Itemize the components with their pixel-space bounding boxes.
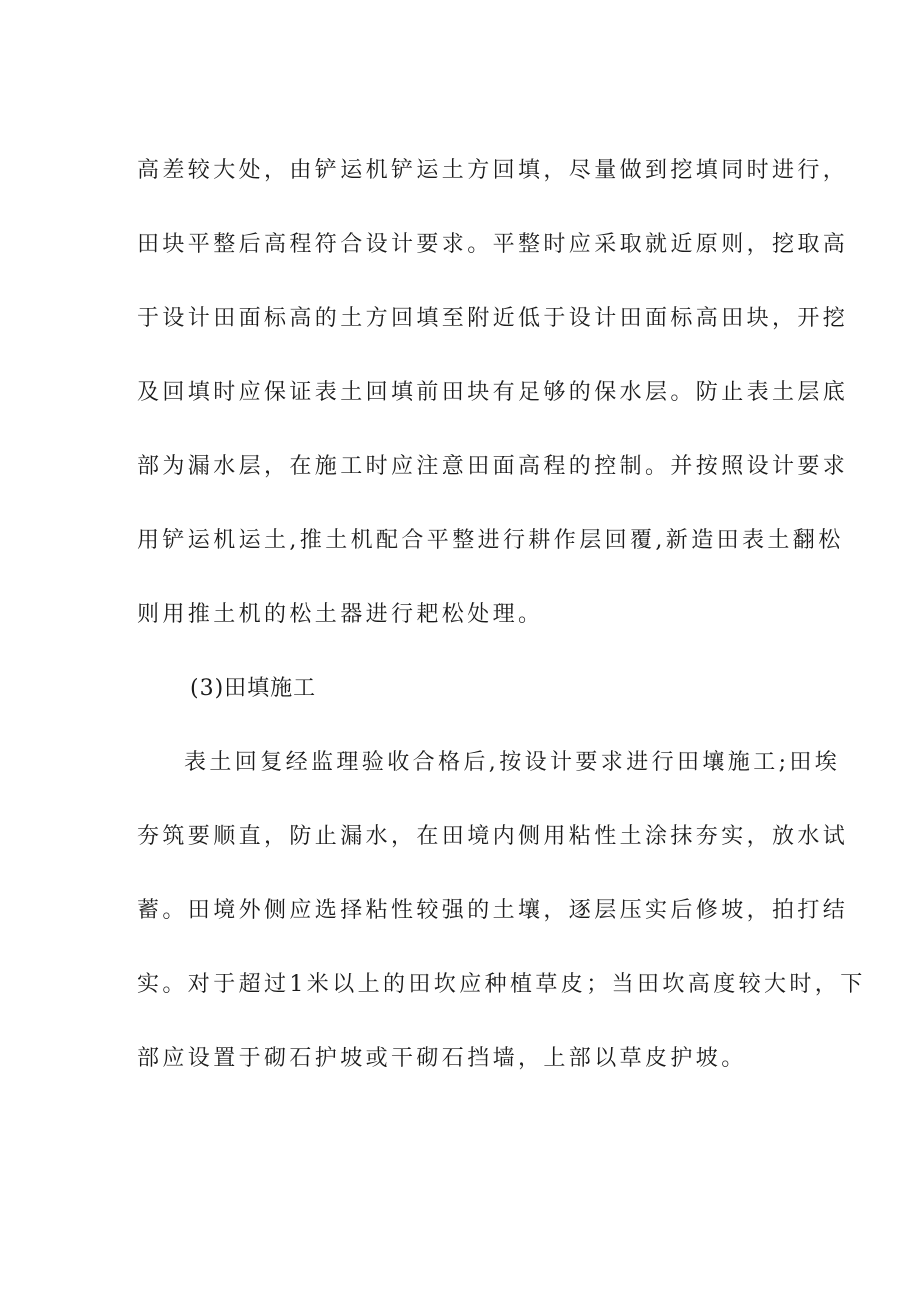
paragraph-1-line-2: 田块平整后高程符合设计要求。平整时应采取就近原则，挖取高 bbox=[137, 232, 849, 257]
paragraph-1-line-5: 部为漏水层，在施工时应注意田面高程的控制。并按照设计要求 bbox=[137, 454, 849, 479]
paragraph-1-line-3: 于设计田面标高的土方回填至附近低于设计田面标高田块，开挖 bbox=[137, 306, 849, 331]
paragraph-2-line-2: 夯筑要顺直，防止漏水，在田境内侧用粘性土涂抹夯实，放水试 bbox=[137, 824, 849, 849]
paragraph-1-line-7: 则用推土机的松土器进行耙松处理。 bbox=[137, 602, 544, 627]
paragraph-2-line-1: 表土回复经监理验收合格后,按设计要求进行田壤施工;田埃 bbox=[184, 750, 841, 775]
paragraph-2-line-5: 部应设置于砌石护坡或干砌石挡墙，上部以草皮护坡。 bbox=[137, 1046, 747, 1071]
section-heading: (3)田填施工 bbox=[190, 676, 317, 701]
paragraph-1-line-4: 及回填时应保证表土回填前田块有足够的保水层。防止表土层底 bbox=[137, 380, 849, 405]
paragraph-1-line-1: 高差较大处，由铲运机铲运土方回填，尽量做到挖填同时进行， bbox=[137, 158, 849, 183]
paragraph-2-line-4: 实。对于超过1米以上的田坎应种植草皮；当田坎高度较大时，下 bbox=[137, 972, 866, 997]
paragraph-2-line-3: 蓄。田境外侧应选择粘性较强的土壤，逐层压实后修坡，拍打结 bbox=[137, 898, 849, 923]
paragraph-1-line-6: 用铲运机运土,推土机配合平整进行耕作层回覆,新造田表土翻松 bbox=[137, 528, 844, 553]
